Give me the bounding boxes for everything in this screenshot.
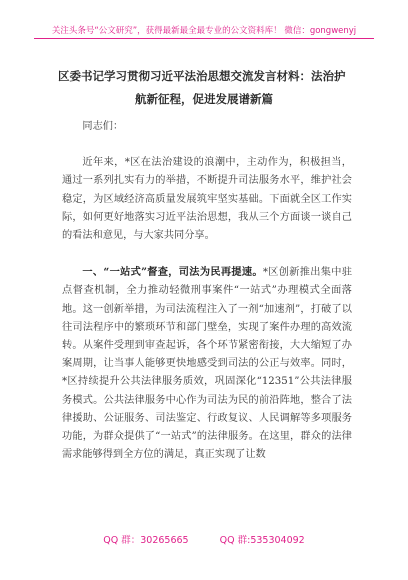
intro-paragraph: 近年来，*区在法治建设的浪潮中，主动作为，积极担当，通过一系列扎实有力的举措，不断提升司法服务水平，维护社会稳定，为区域经济高质量发展筑牢坚实基础。下面就全区工作实际，如何更好地落实习近平法治思想，我从三个方面谈一谈自己的看法和意见，与大家共同分享。 xyxy=(62,157,352,242)
document-title xyxy=(58,65,350,111)
footer-qq-group-1: QQ 群：30265665 xyxy=(103,535,189,546)
title-line-1: 区委书记学习贯彻习近平法治思想交流发言材料：法治护 xyxy=(58,69,346,83)
section-1-heading: 一、“一站式”督查，司法为民再提速。 xyxy=(82,266,263,279)
source-header: 关注头条号“公文研究”，获得最新最全最专业的公文资料库！ 微信：gongwenyj xyxy=(51,26,357,36)
document-body xyxy=(62,118,352,464)
salutation: 同志们： xyxy=(82,121,124,132)
footer-contact xyxy=(0,532,408,546)
title-line-2: 航新征程，促进发展谱新篇 xyxy=(135,92,273,106)
section-1-paragraph xyxy=(62,263,352,464)
section-1-body: *区创新推出集中驻点督查机制，全力推动轻微刑事案件“一站式”办理模式全面落地。这一创新举措，为司法流程注入了一剂“加速剂”，打破了以往司法程序中的繁琐环节和部门壁垒，实现了案件办理的高效流转。从案件受理到审查起诉，各个环节紧密衔接，大大缩短了办案周期，让当事人能够更快地感受到司法的公正与效率。同时，*区持续提升公共法律服务质效，巩固深化“12351”公共法律服务模式。公共法律服务中心作为司法为民的前沿阵地，整合了法律援助、公证服务、司法鉴定、行政复议、人民调解等多项服务功能，为群众提供了“一站式”的法律服务。在这里，群众的法律需求能够得到全方位的满足，真正实现了让数 xyxy=(62,267,353,461)
footer-qq-group-2: QQ 群:535304092 xyxy=(219,535,305,546)
header-divider xyxy=(34,38,374,39)
